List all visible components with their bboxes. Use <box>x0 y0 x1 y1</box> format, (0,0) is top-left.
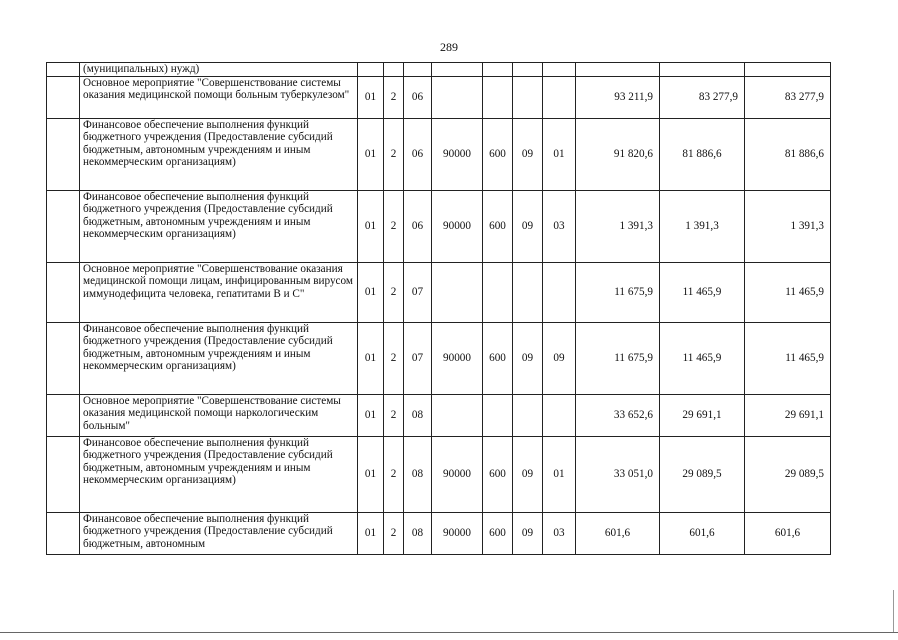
activity-code-cell: 07 <box>404 263 432 323</box>
amount-year1-cell: 91 820,6 <box>576 119 660 191</box>
subsection-code-cell <box>543 63 576 77</box>
amount-year3-cell: 11 465,9 <box>745 263 831 323</box>
program-code-cell: 01 <box>358 437 384 513</box>
amount-year2-cell <box>660 63 745 77</box>
direction-code-cell: 90000 <box>432 437 483 513</box>
expense-type-cell <box>483 395 513 437</box>
description-cell: Финансовое обеспечение выполнения функций бюджетного учреждения (Предоставление субсидий бюджетным, автономным <box>80 513 358 555</box>
description-cell: (муниципальных) нужд) <box>80 63 358 77</box>
program-code-cell: 01 <box>358 395 384 437</box>
amount-year1-cell: 1 391,3 <box>576 191 660 263</box>
description-cell: Основное мероприятие "Совершенствование системы оказания медицинской помощи больным туберкулезом" <box>80 77 358 119</box>
expense-type-cell: 600 <box>483 513 513 555</box>
amount-year2-cell: 81 886,6 <box>660 119 745 191</box>
section-code-cell <box>513 63 543 77</box>
subsection-code-cell: 01 <box>543 119 576 191</box>
program-code-cell: 01 <box>358 77 384 119</box>
subprogram-code-cell <box>384 63 404 77</box>
description-cell: Основное мероприятие "Совершенствование системы оказания медицинской помощи наркологическим больным" <box>80 395 358 437</box>
subsection-code-cell: 03 <box>543 513 576 555</box>
activity-code-cell: 08 <box>404 513 432 555</box>
row-index-cell <box>47 63 80 77</box>
activity-code-cell: 06 <box>404 77 432 119</box>
direction-code-cell: 90000 <box>432 191 483 263</box>
section-code-cell <box>513 77 543 119</box>
subprogram-code-cell: 2 <box>384 191 404 263</box>
amount-year3-cell: 83 277,9 <box>745 77 831 119</box>
table-row <box>47 263 831 323</box>
section-code-cell: 09 <box>513 437 543 513</box>
expense-type-cell <box>483 263 513 323</box>
row-index-cell <box>47 119 80 191</box>
subprogram-code-cell: 2 <box>384 395 404 437</box>
expense-type-cell: 600 <box>483 191 513 263</box>
description-cell: Финансовое обеспечение выполнения функций бюджетного учреждения (Предоставление субсидий бюджетным, автономным учреждениям и иным некоммерческим организациям) <box>80 437 358 513</box>
direction-code-cell: 90000 <box>432 513 483 555</box>
table-row <box>47 191 831 263</box>
subprogram-code-cell: 2 <box>384 119 404 191</box>
direction-code-cell <box>432 63 483 77</box>
program-code-cell: 01 <box>358 513 384 555</box>
row-index-cell <box>47 395 80 437</box>
amount-year3-cell: 81 886,6 <box>745 119 831 191</box>
page-right-rule <box>893 590 894 632</box>
description-cell: Основное мероприятие "Совершенствование оказания медицинской помощи лицам, инфицированным вирусом иммунодефицита человека, гепатитами В и С" <box>80 263 358 323</box>
section-code-cell: 09 <box>513 191 543 263</box>
amount-year2-cell: 29 691,1 <box>660 395 745 437</box>
activity-code-cell: 06 <box>404 191 432 263</box>
subsection-code-cell <box>543 77 576 119</box>
program-code-cell: 01 <box>358 119 384 191</box>
subsection-code-cell <box>543 263 576 323</box>
amount-year2-cell: 11 465,9 <box>660 263 745 323</box>
subsection-code-cell: 03 <box>543 191 576 263</box>
description-cell: Финансовое обеспечение выполнения функций бюджетного учреждения (Предоставление субсидий бюджетным, автономным учреждениям и иным некоммерческим организациям) <box>80 191 358 263</box>
amount-year2-cell: 601,6 <box>660 513 745 555</box>
direction-code-cell: 90000 <box>432 119 483 191</box>
subprogram-code-cell: 2 <box>384 323 404 395</box>
amount-year2-cell: 11 465,9 <box>660 323 745 395</box>
amount-year3-cell: 29 691,1 <box>745 395 831 437</box>
activity-code-cell: 06 <box>404 119 432 191</box>
amount-year2-cell: 1 391,3 <box>660 191 745 263</box>
expense-type-cell <box>483 77 513 119</box>
amount-year3-cell: 1 391,3 <box>745 191 831 263</box>
section-code-cell <box>513 263 543 323</box>
amount-year2-cell: 29 089,5 <box>660 437 745 513</box>
direction-code-cell: 90000 <box>432 323 483 395</box>
budget-table <box>46 62 831 555</box>
row-index-cell <box>47 263 80 323</box>
table-row <box>47 119 831 191</box>
table-row <box>47 395 831 437</box>
amount-year1-cell: 11 675,9 <box>576 323 660 395</box>
activity-code-cell: 07 <box>404 323 432 395</box>
expense-type-cell: 600 <box>483 437 513 513</box>
activity-code-cell: 08 <box>404 437 432 513</box>
amount-year1-cell <box>576 63 660 77</box>
table-row <box>47 77 831 119</box>
amount-year3-cell: 29 089,5 <box>745 437 831 513</box>
row-index-cell <box>47 323 80 395</box>
description-cell: Финансовое обеспечение выполнения функций бюджетного учреждения (Предоставление субсидий бюджетным, автономным учреждениям и иным некоммерческим организациям) <box>80 119 358 191</box>
expense-type-cell <box>483 63 513 77</box>
program-code-cell <box>358 63 384 77</box>
activity-code-cell: 08 <box>404 395 432 437</box>
direction-code-cell <box>432 77 483 119</box>
amount-year1-cell: 93 211,9 <box>576 77 660 119</box>
direction-code-cell <box>432 395 483 437</box>
row-index-cell <box>47 513 80 555</box>
row-index-cell <box>47 77 80 119</box>
amount-year1-cell: 11 675,9 <box>576 263 660 323</box>
section-code-cell: 09 <box>513 119 543 191</box>
amount-year1-cell: 601,6 <box>576 513 660 555</box>
activity-code-cell <box>404 63 432 77</box>
amount-year1-cell: 33 051,0 <box>576 437 660 513</box>
subsection-code-cell: 01 <box>543 437 576 513</box>
direction-code-cell <box>432 263 483 323</box>
amount-year1-cell: 33 652,6 <box>576 395 660 437</box>
subprogram-code-cell: 2 <box>384 437 404 513</box>
program-code-cell: 01 <box>358 263 384 323</box>
row-index-cell <box>47 191 80 263</box>
subsection-code-cell <box>543 395 576 437</box>
program-code-cell: 01 <box>358 323 384 395</box>
table-row <box>47 437 831 513</box>
description-cell: Финансовое обеспечение выполнения функций бюджетного учреждения (Предоставление субсидий бюджетным, автономным учреждениям и иным некоммерческим организациям) <box>80 323 358 395</box>
subprogram-code-cell: 2 <box>384 77 404 119</box>
program-code-cell: 01 <box>358 191 384 263</box>
table-row <box>47 63 831 77</box>
amount-year3-cell: 601,6 <box>745 513 831 555</box>
page-bottom-rule <box>0 632 898 633</box>
amount-year2-cell: 83 277,9 <box>660 77 745 119</box>
page-number: 289 <box>440 40 458 54</box>
table-row <box>47 323 831 395</box>
amount-year3-cell <box>745 63 831 77</box>
section-code-cell: 09 <box>513 323 543 395</box>
subsection-code-cell: 09 <box>543 323 576 395</box>
amount-year3-cell: 11 465,9 <box>745 323 831 395</box>
row-index-cell <box>47 437 80 513</box>
expense-type-cell: 600 <box>483 323 513 395</box>
expense-type-cell: 600 <box>483 119 513 191</box>
table-row <box>47 513 831 555</box>
section-code-cell: 09 <box>513 513 543 555</box>
section-code-cell <box>513 395 543 437</box>
subprogram-code-cell: 2 <box>384 513 404 555</box>
subprogram-code-cell: 2 <box>384 263 404 323</box>
